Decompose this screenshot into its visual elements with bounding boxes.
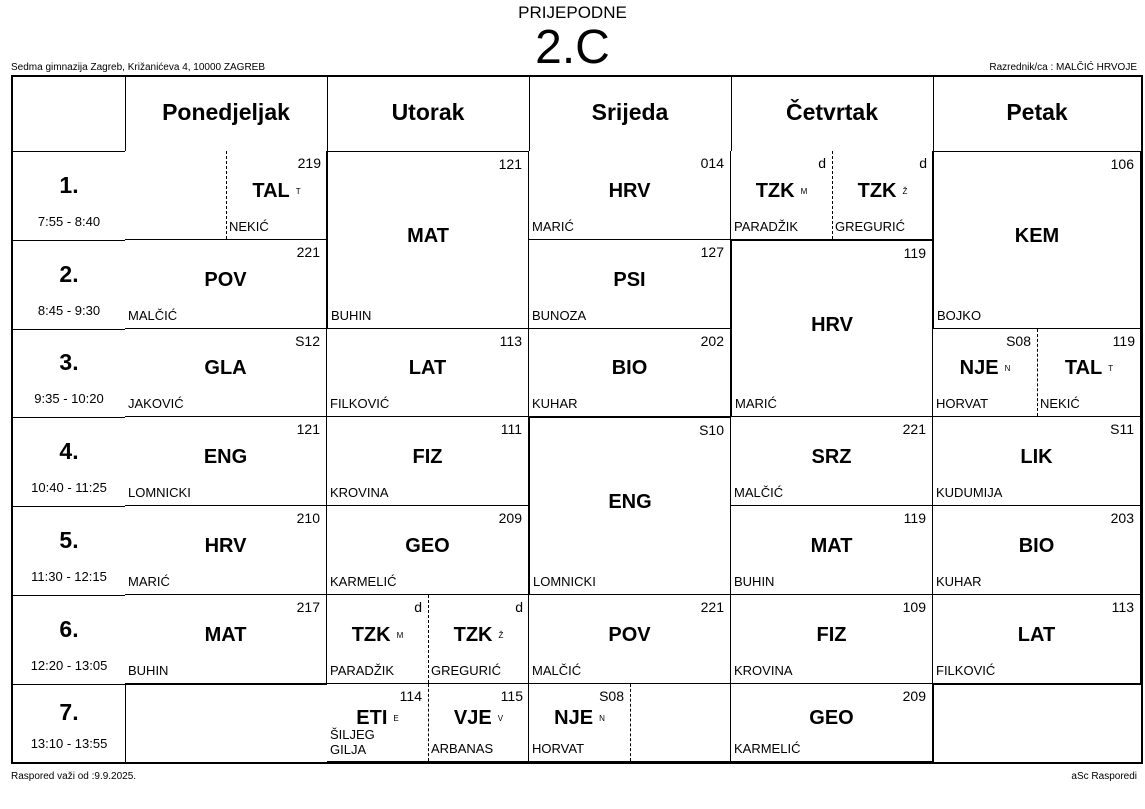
lesson-cell	[327, 684, 529, 762]
subject-code: LAT	[408, 357, 447, 379]
period-number: 6.	[59, 615, 79, 642]
subject-code: TZK	[857, 180, 897, 202]
subject-name	[328, 225, 528, 248]
subject-name	[530, 491, 730, 514]
teacher-name: MALČIĆ	[128, 308, 178, 323]
period-number: 2.	[59, 260, 79, 287]
subject-name	[327, 357, 528, 380]
subject-name	[529, 269, 730, 292]
teacher-name: FILKOVIĆ	[936, 663, 996, 678]
teacher-name: BUNOZA	[532, 308, 587, 323]
period-time: 8:45 - 9:30	[37, 303, 101, 318]
lesson-cell	[529, 329, 731, 417]
lesson-cell	[529, 417, 731, 595]
group-marker: T	[1108, 364, 1114, 374]
subject-code: LAT	[1017, 624, 1056, 646]
subject-name	[732, 314, 932, 337]
subject-name	[933, 624, 1140, 647]
subject-name	[933, 357, 1037, 380]
lesson-cell	[529, 595, 731, 684]
teacher-name: MALČIĆ	[734, 485, 784, 500]
period-time: 13:10 - 13:55	[30, 736, 108, 751]
teacher-name: GREGURIĆ	[431, 663, 502, 678]
teacher-name: PARADŽIK	[330, 663, 395, 678]
day-header: Srijeda	[591, 99, 669, 125]
room-number: 119	[903, 510, 926, 526]
room-number: 109	[902, 599, 926, 615]
subject-code: BIO	[611, 357, 648, 379]
subject-code: MAT	[407, 225, 449, 247]
room-number: 014	[700, 155, 724, 171]
room-number: 203	[1110, 510, 1134, 526]
period-time: 11:30 - 12:15	[31, 569, 107, 584]
subject-code: PSI	[613, 269, 646, 291]
room-number: 115	[500, 688, 523, 704]
room-number: 106	[1110, 156, 1134, 172]
group-divider	[428, 684, 429, 761]
group-half	[327, 684, 428, 761]
room-number: 113	[499, 333, 522, 349]
software-credit: aSc Rasporedi	[1071, 771, 1137, 782]
subject-name	[731, 446, 932, 469]
room-number: 210	[296, 510, 320, 526]
subject-code: HRV	[811, 314, 853, 336]
lesson-cell	[327, 506, 529, 595]
subject-code: MAT	[810, 535, 853, 557]
homeroom-teacher: Razrednik/ca : MALČIĆ HRVOJE	[989, 62, 1137, 73]
group-half	[1037, 329, 1141, 416]
group-marker: M	[396, 631, 404, 641]
room-number: S08	[599, 688, 624, 704]
teacher-name: KROVINA	[330, 485, 389, 500]
lesson-cell	[529, 151, 731, 240]
lesson-cell	[933, 151, 1141, 329]
teacher-name: FILKOVIĆ	[330, 396, 390, 411]
teacher-name: HORVAT	[936, 396, 989, 411]
subject-code: SRZ	[811, 446, 852, 468]
room-number: 119	[1112, 333, 1135, 349]
lesson-cell	[731, 417, 933, 506]
group-marker: Ž	[498, 631, 504, 641]
subject-name	[327, 446, 528, 469]
group-divider	[832, 151, 833, 239]
room-number: 209	[498, 510, 522, 526]
group-marker: V	[497, 714, 504, 724]
lesson-cell	[933, 595, 1141, 684]
period-number: 7.	[59, 699, 79, 725]
room-number: 121	[296, 421, 320, 437]
subject-name	[731, 624, 932, 647]
teacher-name: NEKIĆ	[229, 219, 269, 234]
group-half	[832, 151, 933, 239]
subject-name	[327, 624, 428, 647]
teacher-name: LOMNICKI	[533, 574, 596, 589]
group-marker: M	[800, 187, 808, 197]
subject-code: HRV	[204, 535, 247, 557]
subject-name	[529, 707, 630, 730]
lesson-cell	[125, 417, 327, 506]
teacher-name: MALČIĆ	[532, 663, 582, 678]
teacher-name: BUHIN	[734, 574, 775, 589]
room-number: 127	[700, 244, 724, 260]
room-number: 221	[700, 599, 724, 615]
teacher-name: KARMELIĆ	[330, 574, 397, 589]
subject-name	[933, 535, 1140, 558]
subject-code: FIZ	[816, 624, 847, 646]
subject-code: LIK	[1020, 446, 1053, 468]
subject-code: TAL	[252, 180, 290, 202]
subject-code: TZK	[453, 624, 493, 646]
teacher-name: BUHIN	[128, 663, 169, 678]
lesson-cell	[125, 595, 327, 684]
room-number: d	[919, 155, 927, 171]
subject-code: HRV	[608, 180, 651, 202]
group-half	[731, 151, 832, 239]
subject-code: ENG	[203, 446, 248, 468]
teacher-name: LOMNICKI	[128, 485, 191, 500]
room-number: 113	[1111, 599, 1134, 615]
group-divider	[428, 595, 429, 683]
lesson-cell	[731, 151, 933, 240]
teacher-name: HORVAT	[532, 741, 585, 756]
subject-code: MAT	[204, 624, 247, 646]
subject-name	[125, 269, 326, 292]
teacher-name: ARBANAS	[431, 741, 494, 756]
room-number: 202	[700, 333, 724, 349]
group-half	[327, 595, 428, 683]
lesson-cell	[125, 151, 327, 240]
room-number: d	[818, 155, 826, 171]
subject-name	[226, 180, 327, 203]
group-half	[529, 684, 630, 761]
room-number: 209	[902, 688, 926, 704]
subject-name	[934, 225, 1140, 248]
subject-code: NJE	[554, 707, 594, 729]
period-time: 12:20 - 13:05	[30, 658, 108, 673]
day-header: Četvrtak	[785, 99, 879, 125]
subject-name	[529, 624, 730, 647]
lesson-cell	[731, 240, 933, 417]
subject-code: VJE	[453, 707, 492, 729]
valid-from: Raspored važi od :9.9.2025.	[11, 771, 137, 782]
subject-name	[327, 535, 528, 558]
lesson-cell	[327, 151, 529, 329]
subject-code: NJE	[959, 357, 999, 379]
subject-name	[125, 535, 326, 558]
period-number: 5.	[59, 526, 79, 553]
teacher-name: KROVINA	[734, 663, 793, 678]
lesson-cell	[125, 240, 327, 329]
subject-name	[125, 446, 326, 469]
room-number: 111	[500, 421, 522, 437]
room-number: 221	[902, 421, 926, 437]
subject-name	[529, 357, 730, 380]
group-half	[428, 595, 529, 683]
subject-code: KEM	[1014, 225, 1060, 247]
lesson-cell	[327, 417, 529, 506]
lesson-cell	[933, 417, 1141, 506]
subject-name	[125, 624, 326, 647]
subject-code: ENG	[608, 491, 652, 513]
room-number: 221	[296, 244, 320, 260]
period-time: 10:40 - 11:25	[31, 480, 107, 495]
group-marker: T	[295, 187, 301, 197]
group-marker: Ž	[902, 187, 908, 197]
subject-code: GEO	[405, 535, 450, 557]
lesson-cell	[731, 506, 933, 595]
room-number: d	[414, 599, 422, 615]
teacher-name: GREGURIĆ	[835, 219, 906, 234]
subject-code: FIZ	[412, 446, 443, 468]
group-marker: N	[599, 714, 605, 724]
group-half	[226, 151, 327, 239]
lesson-cell	[731, 595, 933, 684]
subject-name	[125, 357, 326, 380]
group-divider	[226, 151, 227, 239]
subject-name	[731, 180, 832, 203]
subject-code: TZK	[351, 624, 391, 646]
lesson-cell	[933, 506, 1141, 595]
teacher-name: KUHAR	[532, 396, 578, 411]
day-header: Utorak	[391, 99, 465, 125]
room-number: 119	[903, 245, 926, 261]
room-number: 114	[399, 688, 422, 704]
room-number: S12	[295, 333, 320, 349]
teacher-name: MARIĆ	[128, 574, 170, 589]
room-number: 219	[297, 155, 321, 171]
session-title: PRIJEPODNE	[518, 3, 627, 22]
subject-name	[428, 707, 529, 730]
room-number: S08	[1006, 333, 1031, 349]
lesson-cell	[731, 684, 933, 762]
subject-code: ETI	[356, 707, 388, 729]
room-number: d	[515, 599, 523, 615]
group-half	[428, 684, 529, 761]
group-marker: N	[1004, 364, 1011, 374]
teacher-name: BUHIN	[331, 308, 372, 323]
school-name: Sedma gimnazija Zagreb, Križanićeva 4, 10000 ZAGREB	[11, 62, 266, 73]
subject-code: POV	[204, 269, 247, 291]
period-number: 3.	[59, 349, 79, 375]
period-number: 4.	[59, 437, 79, 464]
subject-code: POV	[608, 624, 651, 646]
teacher-name: NEKIĆ	[1040, 396, 1080, 411]
day-header: Petak	[1006, 99, 1068, 125]
group-marker: E	[393, 714, 399, 724]
lesson-cell	[125, 506, 327, 595]
class-title: 2.C	[535, 21, 610, 74]
teacher-name: JAKOVIĆ	[128, 396, 184, 411]
period-number: 1.	[59, 171, 79, 198]
lesson-cell	[529, 684, 731, 762]
day-header: Ponedjeljak	[162, 99, 290, 125]
subject-name	[933, 446, 1140, 469]
teacher-name: KUDUMIJA	[936, 485, 1003, 500]
group-divider	[1037, 329, 1038, 416]
group-half	[933, 329, 1037, 416]
teacher-name: PARADŽIK	[734, 219, 799, 234]
period-time: 9:35 - 10:20	[34, 391, 104, 406]
teacher-name: MARIĆ	[532, 219, 574, 234]
subject-name	[731, 707, 932, 730]
subject-name	[731, 535, 932, 558]
subject-code: TZK	[755, 180, 795, 202]
teacher-name: KARMELIĆ	[734, 741, 801, 756]
teacher-name: MARIĆ	[735, 396, 777, 411]
lesson-cell	[125, 329, 327, 417]
room-number: S10	[699, 422, 724, 438]
timetable	[11, 75, 1143, 764]
subject-code: GLA	[204, 357, 247, 379]
room-number: 217	[296, 599, 320, 615]
subject-code: TAL	[1064, 357, 1103, 379]
room-number: 121	[498, 156, 522, 172]
teacher-name: KUHAR	[936, 574, 982, 589]
teacher-name: ŠILJEG GILJA	[330, 727, 375, 757]
subject-name	[529, 180, 730, 203]
subject-name	[428, 624, 529, 647]
lesson-cell	[933, 329, 1141, 417]
lesson-cell	[529, 240, 731, 329]
subject-name	[1037, 357, 1141, 380]
period-time: 7:55 - 8:40	[37, 214, 101, 229]
subject-name	[832, 180, 933, 203]
group-divider	[630, 684, 631, 761]
lesson-cell	[327, 595, 529, 684]
room-number: S11	[1110, 421, 1134, 437]
lesson-cell	[327, 329, 529, 417]
subject-code: GEO	[809, 707, 854, 729]
subject-code: BIO	[1018, 535, 1055, 557]
teacher-name: BOJKO	[937, 308, 982, 323]
